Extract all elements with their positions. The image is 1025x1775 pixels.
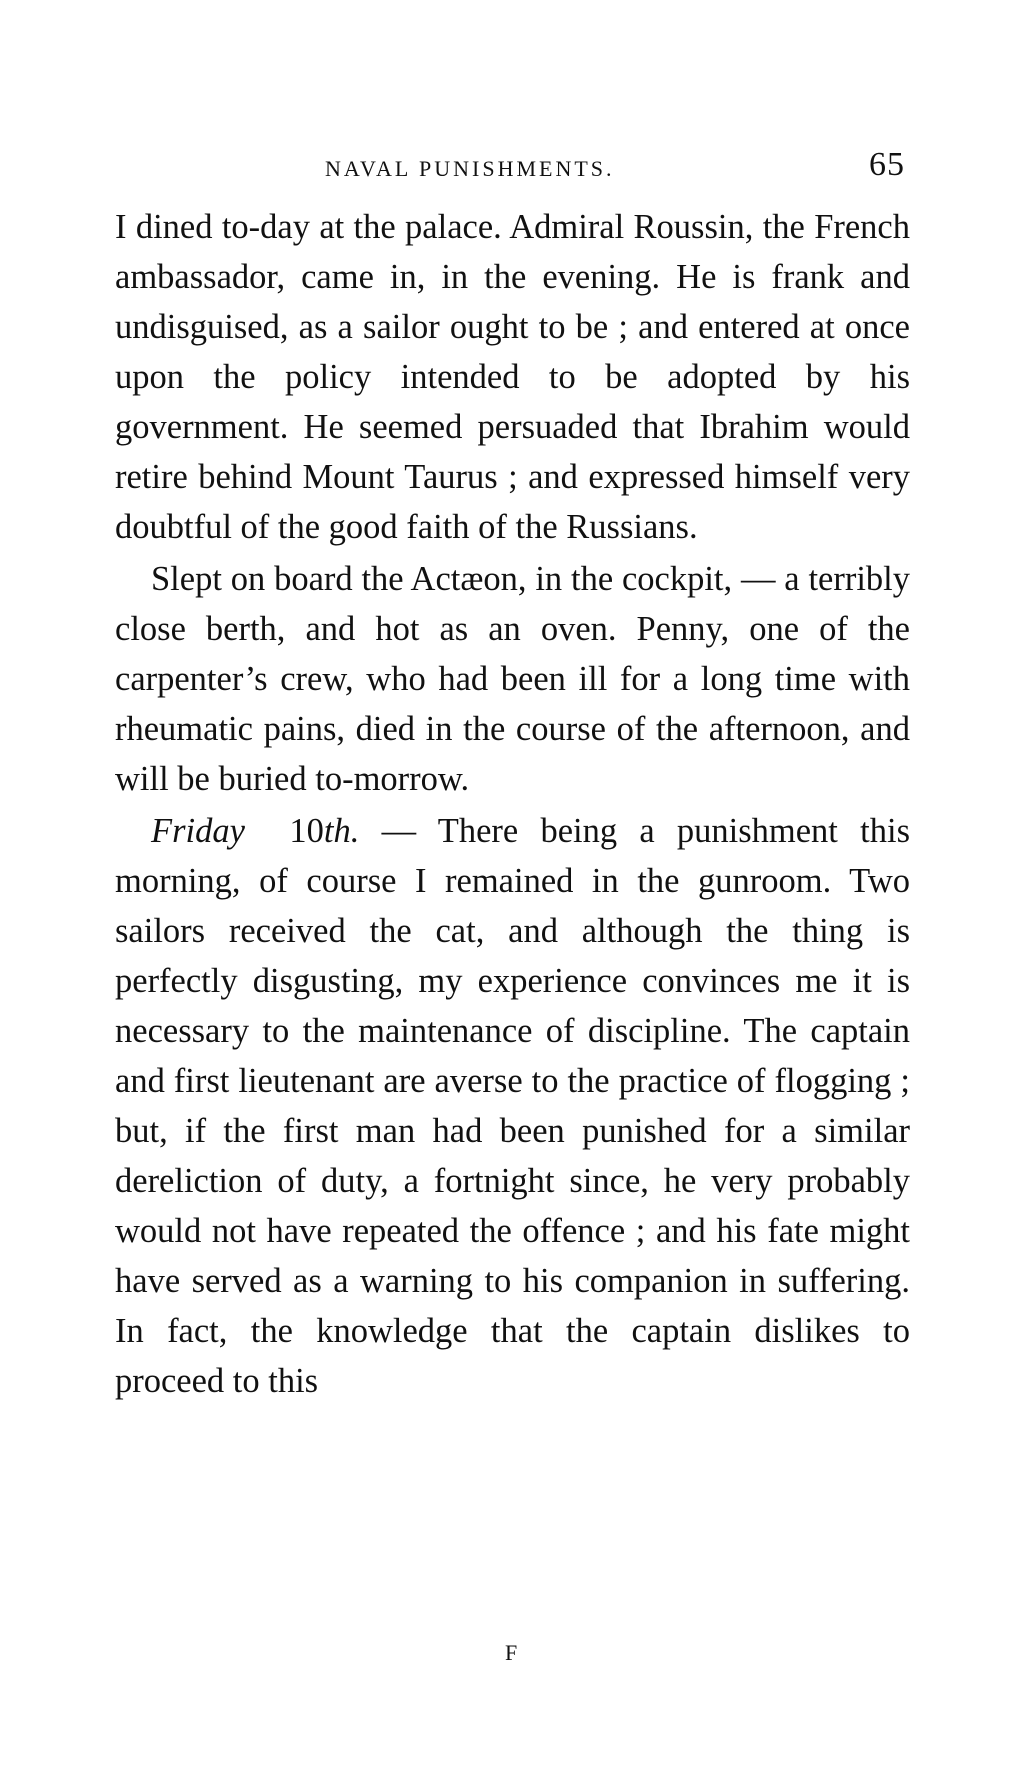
date-label xyxy=(289,812,359,850)
running-title: NAVAL PUNISHMENTS. xyxy=(325,156,615,181)
paragraph-friday-text: — There being a punishment this morning, of course I remained in the gunroom. Two sailors received the cat, and although the thing is perfectly disgusting, my experience convinces me it is necessary to the maintenance of discipline. The captain and first lieutenant are averse to the practice of flogging ; but, if the first man had been punished for a similar dereliction of duty, a fortnight since, he very probably would not have repeated the offence ; and his fate might have served as a warning to his companion in suffering. In fact, the knowledge that the captain dislikes to proceed to this xyxy=(115,812,910,1400)
signature-mark: F xyxy=(505,1640,519,1665)
date-suffix: th. xyxy=(323,812,360,850)
paragraph-actaeon-cockpit: Slept on board the Actæon, in the cockpit, — a terribly close berth, and hot as an oven. Penny, one of the carpenter’s crew, who had been ill for a long time with rheumatic pains, died in the course of the afternoon, and will be buried to-morrow. xyxy=(115,560,910,798)
paragraph-palace-dinner: I dined to-day at the palace. Admiral Roussin, the French ambassador, came in, in the evening. He is frank and undisguised, as a sailor ought to be ; and entered at once upon the policy intended to be adopted by his government. He seemed persuaded that Ibrahim would retire behind Mount Taurus ; and expressed himself very doubtful of the good faith of the Russians. xyxy=(115,208,910,546)
running-head xyxy=(115,148,915,192)
day-label: Friday xyxy=(151,812,245,850)
date-number: 10 xyxy=(289,812,324,850)
body-text xyxy=(115,202,910,1406)
paragraph-friday-punishment xyxy=(115,806,910,1406)
page-number: 65 xyxy=(869,146,905,183)
